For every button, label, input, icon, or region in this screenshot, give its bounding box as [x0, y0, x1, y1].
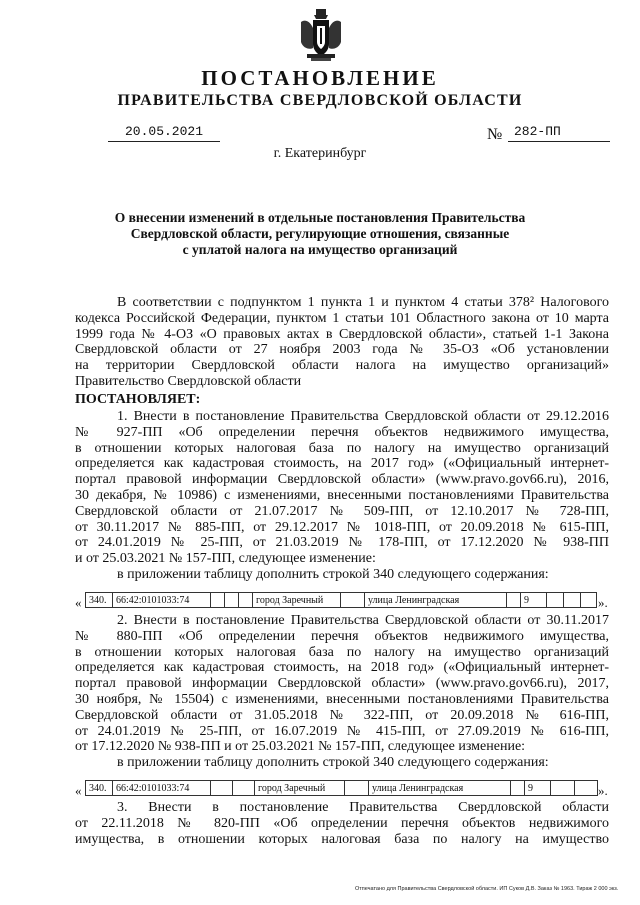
document-title	[80, 210, 560, 258]
item-2	[75, 613, 609, 771]
table-row-2	[75, 780, 615, 800]
decree-word: ПОСТАНОВЛЯЕТ:	[75, 392, 201, 407]
item-2-line: 30 ноября, № 15504) с изменениями, внесенными постановлениями Правительства	[75, 691, 609, 707]
close-quote: ».	[598, 595, 608, 610]
preamble-line: кодекса Российской Федерации, пунктом 1 статьи 101 Областного закона от 10 марта	[75, 310, 609, 326]
preamble-line: В соответствии с подпунктом 1 пункта 1 и пунктом 4 статьи 378² Налогового	[117, 295, 609, 310]
item-2-line: 2. Внести в постановление Правительства Свердловской области от 30.11.2017	[117, 613, 609, 628]
item-1-line: Свердловской области от 21.07.2017 № 509-ПП, от 12.10.2017 № 728-ПП,	[75, 503, 609, 519]
print-footer: Отпечатано для Правительства Свердловской области. ИП Суков Д.В. Заказ № 1963. Тираж 2 000 экз.	[355, 886, 619, 892]
document-date: 20.05.2021	[124, 124, 203, 139]
item-3-line: от 22.11.2018 № 820-ПП «Об определении перечня объектов недвижимого	[75, 815, 609, 831]
preamble-line: 1999 года № 4-ОЗ «О правовых актах в Свердловской области», статьей 1-1 Закона	[75, 326, 609, 342]
table-cell	[550, 780, 574, 796]
table-cell	[210, 592, 224, 608]
item-1-line: от 30.11.2017 № 885-ПП, от 29.12.2017 № 1018-ПП, от 20.09.2018 № 615-ПП,	[75, 519, 609, 535]
table-cell: 340.	[85, 592, 112, 608]
table-cell: улица Ленинградская	[364, 592, 506, 608]
item-3-line: 3. Внести в постановление Правительства Свердловской области	[117, 800, 609, 815]
table-cell	[580, 592, 597, 608]
open-quote: «	[75, 783, 82, 798]
preamble-line: Правительство Свердловской области	[75, 373, 302, 389]
table-cell: город Заречный	[254, 780, 344, 796]
title-line: с уплатой налога на имущество организаций	[182, 242, 458, 257]
preamble	[75, 295, 609, 390]
table-cell	[506, 592, 520, 608]
table-row-cells	[85, 780, 605, 798]
item-3-line: имущества, в отношении которых налоговая база по налогу на имущество	[75, 831, 609, 847]
issuer-heading: ПРАВИТЕЛЬСТВА СВЕРДЛОВСКОЙ ОБЛАСТИ	[117, 92, 523, 109]
table-cell	[546, 592, 563, 608]
table-cell: 66:42:0101033:74	[112, 780, 210, 796]
preamble-line: Свердловской области от 27 ноября 2003 года № 35-ОЗ «Об установлении	[75, 342, 609, 358]
item-1-line: 30 декабря, № 10986) с изменениями, внесенными постановлениями Правительства	[75, 487, 609, 503]
table-cell: 9	[520, 592, 546, 608]
table-cell	[574, 780, 598, 796]
item-2-line: в отношении которых налоговая база по налогу на имущество организаций	[75, 644, 609, 660]
table-cell	[232, 780, 254, 796]
item-1-line: портал правовой информации Свердловской области» (www.pravo.gov66.ru), 2016,	[75, 472, 609, 488]
title-line: Свердловской области, регулирующие отношения, связанные	[130, 226, 510, 241]
item-2-line: в приложении таблицу дополнить строкой 340 следующего содержания:	[117, 755, 549, 771]
city: г. Екатеринбург	[273, 146, 367, 161]
item-1-line: в отношении которых налоговая база по налогу на имущество организаций	[75, 440, 609, 456]
table-row-1	[75, 592, 615, 612]
table-cell	[224, 592, 238, 608]
close-quote: ».	[598, 783, 608, 798]
table-cell	[210, 780, 232, 796]
table-cell	[340, 592, 364, 608]
item-2-line: портал правовой информации Свердловской области» (www.pravo.gov66.ru), 2017,	[75, 676, 609, 692]
table-cell: 66:42:0101033:74	[112, 592, 210, 608]
number-sign: №	[487, 126, 503, 143]
item-1-line: определяется как кадастровая стоимость, на 2017 год» («Официальный интернет-	[75, 456, 609, 472]
item-1-line: 1. Внести в постановление Правительства Свердловской области от 29.12.2016	[117, 409, 609, 424]
date-underline	[108, 141, 220, 142]
item-3	[75, 800, 609, 847]
item-2-line: Свердловской области от 31.05.2018 № 322-ПП, от 20.09.2018 № 616-ПП,	[75, 707, 609, 723]
item-1-line: в приложении таблицу дополнить строкой 340 следующего содержания:	[117, 566, 549, 582]
document-type-heading: ПОСТАНОВЛЕНИЕ	[201, 66, 439, 90]
item-2-line: определяется как кадастровая стоимость, на 2018 год» («Официальный интернет-	[75, 660, 609, 676]
preamble-line: на территории Свердловской области налога на имущество организаций»	[75, 358, 609, 374]
table-cell	[563, 592, 580, 608]
table-cell: 9	[524, 780, 550, 796]
table-cell: улица Ленинградская	[368, 780, 510, 796]
table-cell	[344, 780, 368, 796]
title-line: О внесении изменений в отдельные постановления Правительства	[114, 210, 526, 225]
item-1	[75, 409, 609, 583]
item-1-line: № 927-ПП «Об определении перечня объектов недвижимого имущества,	[75, 424, 609, 440]
item-2-line: № 880-ПП «Об определении перечня объектов недвижимого имущества,	[75, 628, 609, 644]
document-number: 282-ПП	[514, 124, 561, 139]
item-1-line: от 24.01.2019 № 25-ПП, от 21.03.2019 № 178-ПП, от 17.12.2020 № 938-ПП	[75, 535, 609, 551]
item-1-line: и от 25.03.2021 № 157-ПП, следующее изменение:	[75, 551, 376, 567]
item-2-line: от 17.12.2020 № 938-ПП и от 25.03.2021 № 157-ПП, следующее изменение:	[75, 739, 526, 755]
table-cell: 340.	[85, 780, 112, 796]
table-cell: город Заречный	[252, 592, 340, 608]
item-2-line: от 24.01.2019 № 25-ПП, от 16.07.2019 № 415-ПП, от 27.09.2019 № 616-ПП,	[75, 723, 609, 739]
table-cell	[510, 780, 524, 796]
table-cell	[238, 592, 252, 608]
table-row-cells	[85, 592, 605, 610]
coat-of-arms-icon	[297, 8, 345, 64]
number-underline	[508, 141, 610, 142]
open-quote: «	[75, 595, 82, 610]
